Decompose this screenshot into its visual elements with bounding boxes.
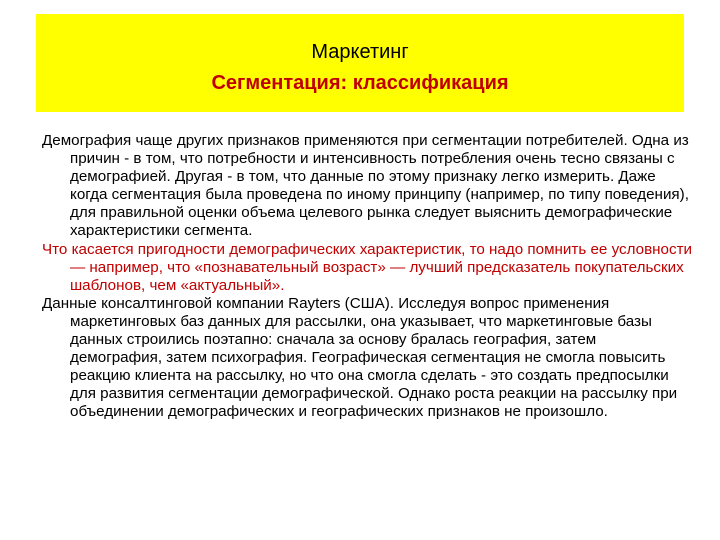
slide-title: Маркетинг bbox=[311, 41, 409, 63]
paragraph-rayters-data: Данные консалтинговой компании Rayters (США). Исследуя вопрос применения маркетинговых баз данных для рассылки, она указывает, что маркетинговые базы данных строились поэтапно: сначала за основу бралась география, затем демография, затем психография. Географическая сегментация не смогла повысить реакцию клиента на рассылку, но что она смогла сделать - это создать предпосылки для развития сегментации демографической. Однако роста реакции на рассылку при объединении демографических и географических признаков не произошло. bbox=[42, 294, 678, 421]
paragraph-cognitive-age: Что касается пригодности демографических характеристик, то надо помнить ее условности — например, что «познавательный возраст» — лучший предсказатель покупательских шаблонов, чем «актуальный». bbox=[42, 240, 693, 294]
paragraph-demography: Демография чаще других признаков применяются при сегментации потребителей. Одна из причин - в том, что потребности и интенсивность потребления очень тесно связаны с демографией. Другая - в том, что данные по этому признаку легко измерить. Даже когда сегментация была проведена по иному принципу (например, по типу поведения), для правильной оценки объема целевого рынка следует выяснить демографические характеристики сегмента. bbox=[42, 132, 689, 240]
slide-body bbox=[42, 132, 692, 422]
slide-subtitle: Сегментация: классификация bbox=[211, 72, 509, 94]
title-banner bbox=[36, 14, 684, 112]
